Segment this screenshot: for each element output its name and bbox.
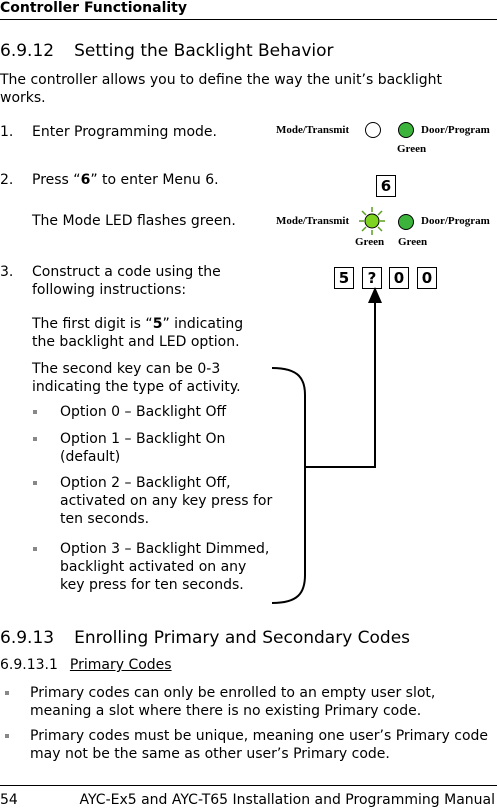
step-number: 1.	[0, 124, 14, 140]
second-key-text: The second key can be 0-3 indicating the type of activity.	[32, 361, 241, 395]
option-item: Option 3 – Backlight Dimmed, backlight activated on any key press for ten seconds.	[60, 541, 270, 593]
mode-led-label: Mode/Transmit	[276, 215, 350, 227]
door-led-green-icon	[398, 122, 414, 138]
bullet-marker	[33, 437, 37, 441]
running-header: Controller Functionality	[0, 0, 187, 16]
first-digit-text: The first digit is “5” indicating the backlight and LED option.	[32, 316, 244, 350]
door-led-label: Door/Program	[421, 124, 490, 136]
subsection-number: 6.9.13.1	[0, 657, 58, 673]
section-number: 6.9.13	[0, 628, 55, 648]
step-number: 3.	[0, 264, 14, 280]
code-key: ?	[362, 267, 382, 289]
bullet-item: Primary codes can only be enrolled to an empty user slot, meaning a slot where there is no existing Primary code.	[30, 685, 436, 719]
menu-6-key: 6	[376, 175, 396, 197]
code-key: 5	[334, 267, 354, 289]
option-item: Option 1 – Backlight On (default)	[60, 431, 226, 465]
step-text: The Mode LED flashes green.	[32, 213, 236, 229]
subsection-heading	[0, 657, 172, 673]
bullet-marker	[5, 691, 9, 695]
mode-led-label: Mode/Transmit	[276, 124, 350, 136]
bullet-marker	[5, 734, 9, 738]
step-text: Enter Programming mode.	[32, 124, 217, 140]
bullet-item: Primary codes must be unique, meaning one user’s Primary code may not be the same as other user’s Primary code.	[30, 728, 489, 762]
code-key: 0	[417, 267, 437, 289]
led-color-label: Green	[398, 236, 428, 248]
footer-title: AYC-Ex5 and AYC-T65 Installation and Programming Manual	[79, 792, 495, 808]
footer-rule	[0, 785, 497, 786]
option-item: Option 0 – Backlight Off	[60, 404, 227, 420]
mode-led-off-icon	[365, 122, 381, 138]
section-title: Enrolling Primary and Secondary Codes	[74, 628, 411, 648]
section-heading	[0, 628, 410, 648]
door-led-green-icon	[398, 214, 414, 230]
step-number: 2.	[0, 172, 14, 188]
bullet-marker	[33, 547, 37, 551]
bullet-marker	[33, 481, 37, 485]
bracket-arrow	[260, 285, 390, 610]
bullet-marker	[33, 410, 37, 414]
door-led-label: Door/Program	[421, 215, 490, 227]
section-number: 6.9.12	[0, 41, 55, 61]
option-item: Option 2 – Backlight Off, activated on any key press for ten seconds.	[60, 475, 273, 527]
section-intro: The controller allows you to define the way the unit’s backlight works.	[0, 72, 443, 106]
led-color-label: Green	[397, 143, 427, 155]
led-color-label: Green	[355, 236, 385, 248]
step-text: Press “6” to enter Menu 6.	[32, 172, 219, 188]
step-text: Construct a code using the following instructions:	[32, 264, 221, 298]
page-number: 54	[0, 792, 18, 808]
mode-led-flashing-icon	[358, 206, 386, 236]
header-rule	[0, 19, 497, 20]
subsection-title: Primary Codes	[69, 657, 172, 673]
section-title: Setting the Backlight Behavior	[74, 41, 334, 61]
code-key: 0	[389, 267, 409, 289]
section-heading	[0, 41, 334, 61]
